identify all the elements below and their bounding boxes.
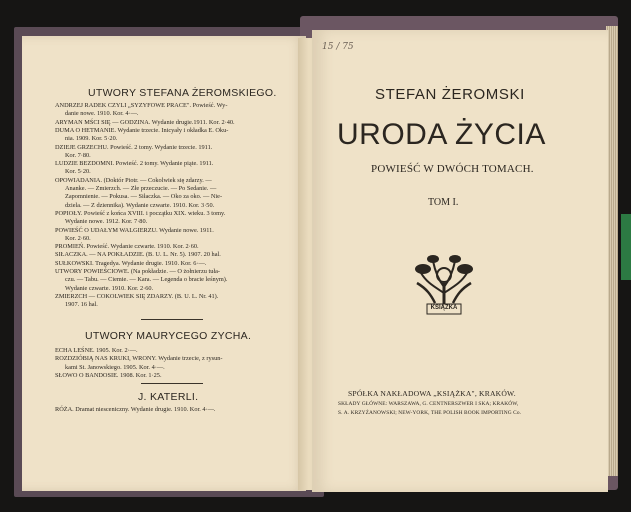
entry-continuation: Ananke. — Zmierzch. — Złe przeczucie. — Po Sedanie. — [65, 184, 217, 192]
catalogue-entry [55, 243, 295, 251]
bookmark-ribbon [621, 214, 631, 280]
entry-text: PROMIEŃ. Powieść. Wydanie czwarte. 1910. Kor. 2·60. [55, 243, 199, 251]
publisher-line: SPÓŁKA NAKŁADOWA „KSIĄŻKA", KRAKÓW. [348, 389, 516, 398]
section-divider [141, 319, 203, 320]
entry-continuation: czu. — Tabu. — Ciemie. — Kara. — Legenda o bracie leśnym). [65, 276, 228, 284]
catalogue-entry [55, 406, 295, 414]
entry-text: DUMA O HETMANIE. Wydanie trzecie. Inicyały i okładka E. Oku- [55, 126, 229, 134]
author-name: STEFAN ŻEROMSKI [375, 86, 525, 103]
entry-text: OPOWIADANIA. (Doktór Piotr. — Cokolwiek się zdarzy. — [55, 176, 212, 184]
pencil-note: 15 / 75 [322, 42, 354, 52]
catalogue-entry [55, 268, 295, 293]
entry-continuation: kami St. Janowskiego. 1905. Kor. 4·—. [65, 363, 165, 371]
entry-continuation: Zapomnienie. — Pokusa. — Siłaczka. — Oko za oko. — Nie- [65, 193, 223, 201]
book-title: URODA ŻYCIA [337, 118, 546, 151]
catalogue-entry [55, 160, 295, 177]
entry-continuation: dziela. — Z dziennika). Wydanie czwarte. 1910. Kor. 3·50. [65, 201, 215, 209]
entry-text: POWIEŚĆ O UDAŁYM WALGIERZU. Wydanie nowe. 1911. [55, 226, 214, 234]
book-subtitle: POWIEŚĆ W DWÓCH TOMACH. [371, 163, 534, 175]
entry-text: SIŁACZKA. — NA POKŁADZIE. (B. U. L. Nr. 5). 1907. 20 hal. [55, 251, 221, 259]
catalogue-entry [55, 210, 295, 227]
entry-text: SUŁKOWSKI. Tragedya. Wydanie drugie. 1910. Kor. 6·—. [55, 259, 207, 267]
section-heading-zych: UTWORY MAURYCEGO ZYCHA. [85, 330, 252, 342]
catalogue-entry [55, 177, 295, 210]
catalogue-entry [55, 227, 295, 244]
entry-text: UTWORY POWIEŚCIOWE. (Na pokładzie. — O żołnierzu tuła- [55, 268, 221, 275]
entry-text: LUDZIE BEZDOMNI. Powieść. 2 tomy. Wydanie piąte. 1911. [55, 160, 214, 168]
entry-continuation: nia. 1909. Kor. 5·20. [65, 135, 118, 143]
entry-text: POPIOŁY. Powieść z końca XVIII. i początku XIX. wieku. 3 tomy. [55, 209, 226, 217]
emblem-caption: KSIĄŻKA [430, 305, 458, 311]
entry-text: ROZDZIÓBIĄ NAS KRUKI, WRONY. Wydanie trzecie, z rysun- [55, 355, 223, 363]
catalogue-entry [55, 260, 295, 268]
entry-continuation: Kor. 2·60. [65, 234, 91, 242]
catalogue-entry [55, 144, 295, 161]
volume-label: TOM I. [428, 197, 459, 208]
catalogue-entry [55, 293, 295, 310]
entry-text: DZIEJE GRZECHU. Powieść. 2 tomy. Wydanie trzecie. 1911. [55, 143, 213, 151]
section-divider [141, 383, 203, 384]
entry-text: ARYMAN MŚCI SIĘ — GODZINA. Wydanie drugie.1911. Kor. 2·40. [55, 118, 235, 126]
catalogue-entry [55, 372, 295, 380]
catalogue-entry [55, 355, 295, 372]
entry-continuation: Wydanie nowe. 1912. Kor. 7·80. [65, 218, 148, 226]
section-heading-katerli: J. KATERLI. [138, 391, 199, 403]
entry-continuation: 1907. 16 hal. [65, 301, 98, 309]
entry-continuation: Kor. 5·20. [65, 168, 91, 176]
catalogue-entry [55, 102, 295, 119]
catalogue-entry [55, 127, 295, 144]
catalogue-entry [55, 119, 295, 127]
entry-text: SŁOWO O BANDOSIE. 1908. Kor. 1·25. [55, 371, 162, 379]
entry-continuation: Wydanie czwarte. 1910. Kor. 2·60. [65, 284, 154, 292]
distribution-line: SKŁADY GŁÓWNE: WARSZAWA, G. CENTNERSZWER I SKA; KRAKÓW, [338, 401, 519, 407]
entry-text: ZMIERZCH — COKOLWIEK SIĘ ZDARZY. (B. U. L. Nr. 41). [55, 292, 219, 300]
distribution-line: S. A. KRZYŻANOWSKI; NEW-YORK, THE POLISH BOOK IMPORTING Co. [338, 410, 522, 416]
entry-continuation: Kor. 7·80. [65, 151, 91, 159]
entry-text: ANDRZEJ RADEK CZYLI „SYZYFOWE PRACE". Powieść. Wy- [55, 102, 228, 109]
entry-continuation: danie nowe. 1910. Kor. 4·—. [65, 110, 139, 118]
section-heading-zeromski: UTWORY STEFANA ŻEROMSKIEGO. [88, 87, 277, 99]
publisher-emblem [411, 253, 477, 317]
entry-text: ECHA LEŚNE. 1905. Kor. 2·—. [55, 347, 138, 354]
catalogue-entry [55, 251, 295, 259]
entry-text: RÓŻA. Dramat niesceniczny. Wydanie drugie. 1910. Kor. 4·—. [55, 406, 216, 413]
